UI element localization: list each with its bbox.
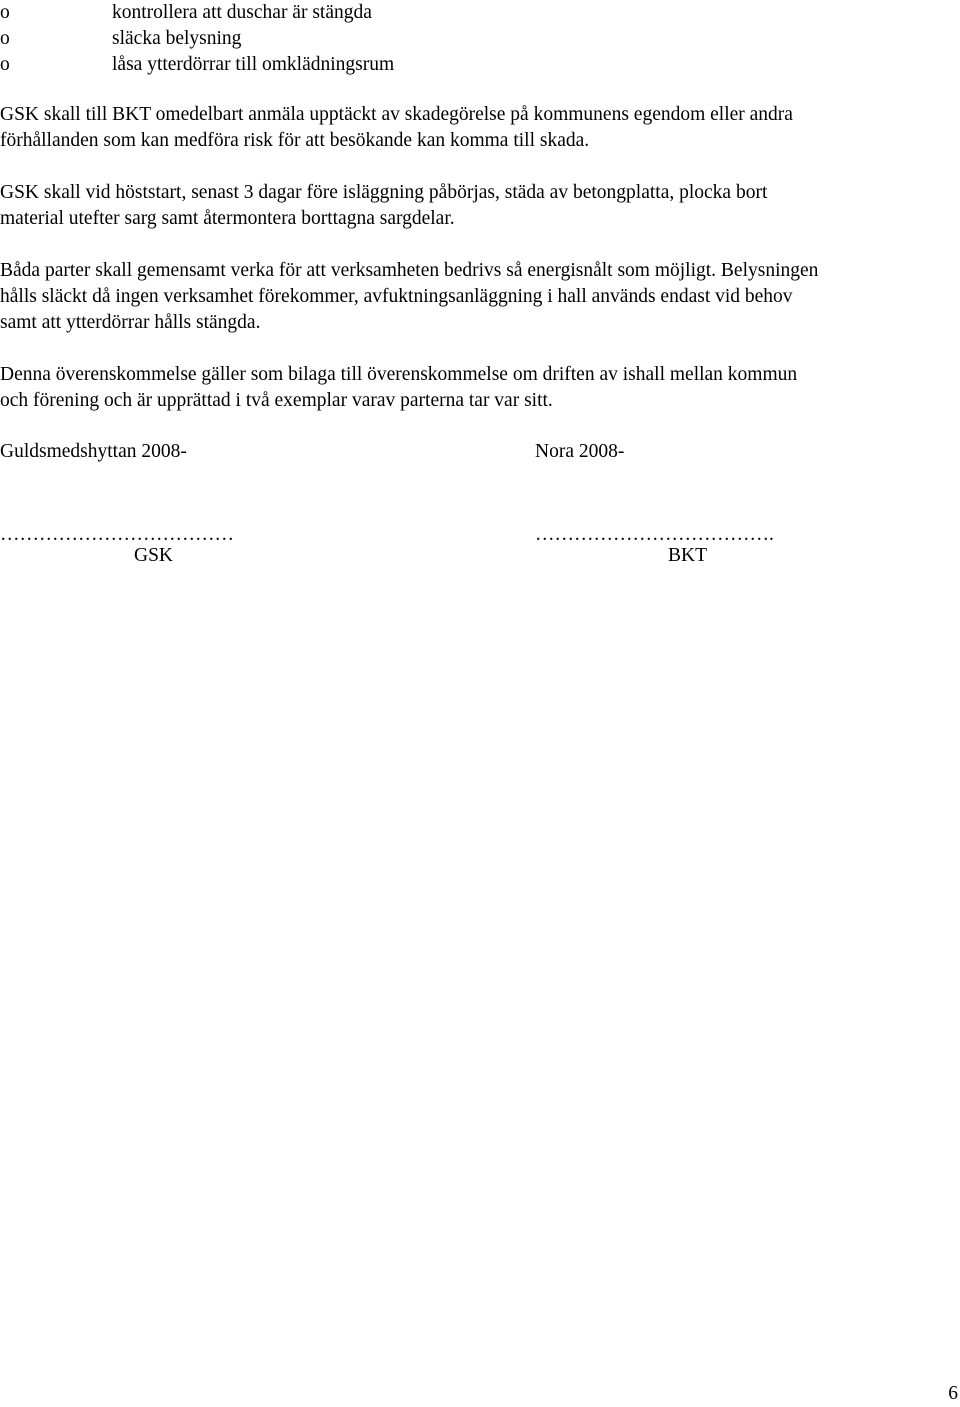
signature-right-party: BKT [668, 545, 707, 566]
paragraph-line: Denna överenskommelse gäller som bilaga till överenskommelse om driften av ishall mellan kommun [0, 364, 798, 385]
paragraph-line: hålls släckt då ingen verksamhet förekommer, avfuktningsanläggning i hall används endast vid behov [0, 286, 793, 307]
list-item-text: låsa ytterdörrar till omklädningsrum [112, 54, 395, 75]
bullet-marker: o [0, 54, 10, 75]
page-number: 6 [948, 1383, 958, 1404]
signature-left-party: GSK [134, 545, 174, 566]
paragraph-line: GSK skall till BKT omedelbart anmäla upptäckt av skadegörelse på kommunens egendom eller andra [0, 104, 793, 125]
list-item-text: kontrollera att duschar är stängda [112, 2, 372, 23]
paragraph-damage-reporting [0, 102, 958, 154]
paragraph-line: förhållanden som kan medföra risk för att besökande kan komma till skada. [0, 130, 590, 151]
bullet-marker: o [0, 2, 10, 23]
signature-right-line: ………………………………. [535, 524, 774, 545]
signature-left-line: ……………………………… [0, 524, 234, 545]
paragraph-line: samt att ytterdörrar hålls stängda. [0, 312, 261, 333]
paragraph-autumn-start [0, 180, 958, 232]
list-item-text: släcka belysning [112, 28, 242, 49]
list-item [0, 0, 394, 26]
list-item [0, 26, 394, 52]
paragraph-line: Båda parter skall gemensamt verka för att verksamheten bedrivs så energisnålt som möjligt. Belysningen [0, 260, 819, 281]
paragraph-agreement [0, 362, 958, 414]
paragraph-line: GSK skall vid höststart, senast 3 dagar före isläggning påbörjas, städa av betongplatta, plocka bort [0, 182, 768, 203]
signature-left-place-date: Guldsmedshyttan 2008- [0, 441, 187, 462]
paragraph-line: och förening och är upprättad i två exemplar varav parterna tar var sitt. [0, 390, 553, 411]
list-item [0, 52, 394, 78]
bullet-list [0, 0, 394, 78]
paragraph-line: material utefter sarg samt återmontera borttagna sargdelar. [0, 208, 455, 229]
paragraph-energy [0, 258, 958, 336]
bullet-marker: o [0, 28, 10, 49]
signature-right-place-date: Nora 2008- [535, 441, 625, 462]
